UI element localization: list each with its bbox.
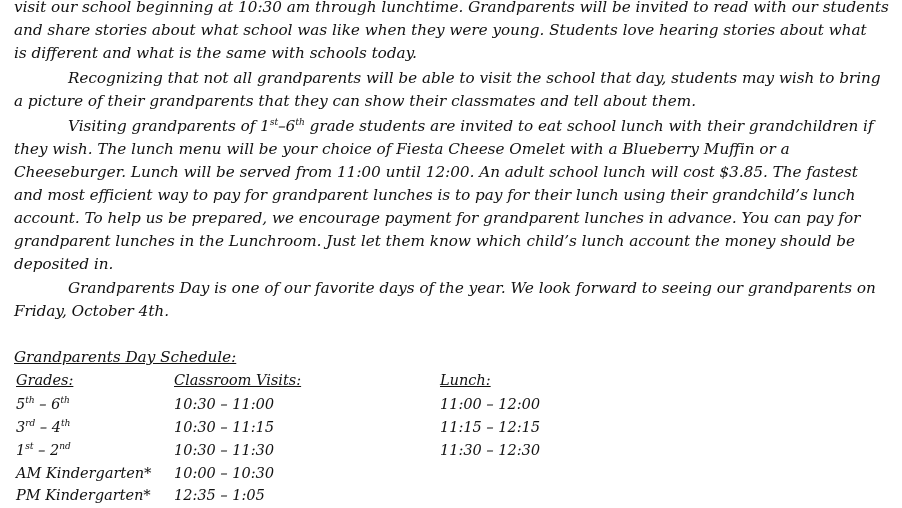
schedule-row — [14, 440, 888, 463]
paragraph-2-line-1: Recognizing that not all grandparents will be able to visit the school that day, students may wish to bring — [68, 69, 881, 87]
paragraph-3-line-1: Visiting grandparents of 1st–6th grade students are invited to eat school lunch with their grandchildren if — [68, 117, 874, 135]
paragraph-4-line-2: Friday, October 4th. — [14, 302, 170, 320]
classroom-visits-header: Classroom Visits: — [174, 373, 302, 389]
visit-time-cell: 10:30 – 11:30 — [174, 443, 275, 459]
paragraph-3-line-7: deposited in. — [14, 255, 114, 273]
visit-time-cell: 10:30 – 11:00 — [174, 397, 275, 413]
lunch-time-cell: 11:15 – 12:15 — [440, 420, 541, 436]
visit-time-cell: 10:30 – 11:15 — [174, 420, 275, 436]
paragraph-3-line-5: account. To help us be prepared, we encourage payment for grandparent lunches in advance. You can pay for — [14, 209, 861, 227]
paragraph-4-line-1: Grandparents Day is one of our favorite days of the year. We look forward to seeing our grandparents on — [68, 279, 876, 297]
schedule-header-row — [14, 370, 888, 393]
grade-cell: AM Kindergarten* — [16, 466, 152, 482]
schedule-row — [14, 417, 888, 440]
schedule-row — [14, 394, 888, 417]
paragraph-1-line-3: is different and what is the same with schools today. — [14, 44, 417, 62]
paragraph-2-line-2: a picture of their grandparents that they can show their classmates and tell about them. — [14, 92, 697, 110]
paragraph-1-line-1: visit our school beginning at 10:30 am through lunchtime. Grandparents will be invited to read with our students — [14, 0, 889, 16]
lunch-time-cell: 11:00 – 12:00 — [440, 397, 541, 413]
visit-time-cell: 12:35 – 1:05 — [174, 488, 265, 504]
schedule-row — [14, 463, 888, 486]
grade-cell: 3rd – 4th — [16, 419, 71, 436]
paragraph-1-line-2: and share stories about what school was like when they were young. Students love hearing stories about what — [14, 21, 867, 39]
grade-cell: PM Kindergarten* — [16, 488, 151, 504]
paragraph-3-line-3: Cheeseburger. Lunch will be served from 11:00 until 12:00. An adult school lunch will cost $3.85. The fastest — [14, 163, 858, 181]
grade-cell: 1st – 2nd — [16, 442, 71, 459]
visit-time-cell: 10:00 – 10:30 — [174, 466, 275, 482]
paragraph-3-line-6: grandparent lunches in the Lunchroom. Just let them know which child’s lunch account the money should be — [14, 232, 855, 250]
lunch-header: Lunch: — [440, 373, 491, 389]
paragraph-3-line-4: and most efficient way to pay for grandparent lunches is to pay for their lunch using their grandchild’s lunch — [14, 186, 856, 204]
lunch-time-cell: 11:30 – 12:30 — [440, 443, 541, 459]
schedule-row — [14, 485, 888, 508]
schedule-title: Grandparents Day Schedule: — [14, 348, 237, 366]
grade-cell: 5th – 6th — [16, 396, 70, 413]
grades-header: Grades: — [16, 373, 74, 389]
paragraph-3-line-2: they wish. The lunch menu will be your choice of Fiesta Cheese Omelet with a Blueberry Muffin or a — [14, 140, 790, 158]
